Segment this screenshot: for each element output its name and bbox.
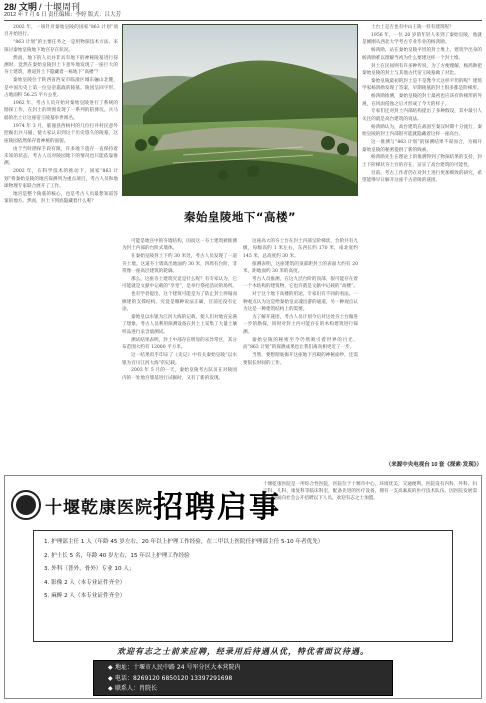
paragraph: 封土在民间则有许多种传说，为了方便理解，杨鸿勋把秦始皇陵的封土与其他古代帝王陵墓做了对比。 xyxy=(362,63,482,76)
page-section: 28/ 文明 xyxy=(4,2,38,12)
paragraph: 土台上是否也有中山王陵一样有建筑呢？ xyxy=(371,25,454,30)
paragraph: 2002 年，在科学技术的推动下，国家“863 计划”将秦始皇陵的地宫探测列为重点项目，考古人员和地球物理专家联合展开了工作。 xyxy=(4,169,118,190)
mausoleum-photo-image xyxy=(123,25,358,196)
paragraph: 这座高大的夯土台在封土内部呈阶梯状，台阶共有九级，每级高约 1 米左右，东西长约 170 米，南北宽约 145 米，总高度约 30 米。 xyxy=(243,239,358,259)
paragraph: 也有学者提出，这个建筑可能是为了防止封土坍塌而修建的支撑结构。究竟是哪种说法正确，目前还没有定论。 xyxy=(122,292,237,313)
paragraph: 1956 年，一位 20 岁的年轻人来到了秦始皇陵，他就是刚刚从西北大学考古专业毕业的杨鸿勋。 xyxy=(362,32,482,46)
paragraph: “863 计划”的主要任务之一是用物探技术方法，来探讨秦始皇陵地下地宫存在状况。 xyxy=(4,40,118,53)
paragraph: 为了解开谜团，考古人员计划今后对这处夯土台做进一步的勘探，同时对封土内可能存在的木构建筑进行探测。 xyxy=(243,315,358,335)
job-item: 5. 麻醉 2 人（本专业证件齐全） xyxy=(44,593,126,599)
header-title xyxy=(4,2,482,12)
job-item: 3. 外科（普外、骨外）专业 10 人； xyxy=(44,566,135,572)
recruitment-ad xyxy=(4,475,482,699)
diamond-bullet-icon: ◆ xyxy=(108,664,113,671)
paragraph: 秦始皇陵最初的封土是不是像今天这样平坦的呢？建筑学家杨鸿勋发现了答案，早期陵墓的封土很多都是阶梯形。 xyxy=(362,78,482,92)
paragraph: 对于这个地下高楼的用途，专家们有不同的看法。一种观点认为这是给秦始皇灵魂出游的通道，另一种观点认为这是一种建筑结构上的需要。 xyxy=(243,292,358,313)
paragraph: 专家们还对封土内部结构提出了多种假设，其中最引人关注的就是高台建筑的说法。 xyxy=(362,109,482,122)
article-byline: （来源中央电视台 10 套《探索·发现》） xyxy=(385,462,482,468)
paragraph: 杨鸿勋推测，秦始皇陵的封土最初也应该有阶梯形的外观，在风雨侵蚀之后才形成了今天的样子。 xyxy=(362,94,482,107)
article-column-3 xyxy=(243,238,358,472)
phone-text: 电话：8269120 6850120 13397291698 xyxy=(115,674,233,682)
paragraph: 地宫是整个陵墓的核心，也是考古人员最想知道答案的地方。然而，封土下到底隐藏着什么呢？ xyxy=(4,191,118,205)
paragraph: 2002 年，一项针对秦始皇陵的国家“863 计划”项目开始进行。 xyxy=(4,25,118,38)
paragraph: 测试结果表明，封土中部存在明显的汞异常区，其分布范围大约有 12000 平方米。 xyxy=(122,337,237,351)
paragraph: 1974 年 3 月，临潼县西杨村的几位打井村民意外挖掘出兵马俑，使大家认识到这个历史悠久的陵墓，这座陵园依然保存着神秘的面貌。 xyxy=(4,123,118,144)
paragraph: 秦始皇陵位于陕西省西安市临潼区城东骊山北麓，是中国历史上第一位皇帝嬴政的陵墓。陵园呈回字形，占地面积 56.25 平方公里。 xyxy=(4,78,118,99)
paragraph: 1962 年，考古人员开始对秦始皇陵进行了系统的勘探工作，在封土的周围发现了一系列的陪葬坑。兵马俑的出土让这座帝王陵墓举世闻名。 xyxy=(4,101,118,121)
paragraph: 由于当时勘探手段有限，许多地下遗存一直保持着未知的状态，考古人员对陵园地下的情况也只能依靠推测。 xyxy=(4,146,118,167)
article-headline: 秦始皇陵地下“高楼” xyxy=(183,210,297,224)
job-item: 4. 影像 2 人（本专业证件齐全） xyxy=(44,579,126,586)
ad-title: 招聘启事 xyxy=(153,490,281,525)
contact-box xyxy=(93,660,393,696)
contact-person xyxy=(108,684,378,695)
section-name: / 十堰周刊 xyxy=(39,2,81,12)
ad-header xyxy=(5,476,481,526)
paragraph: 2003 年 5 月的一天，秦始皇陵考古队员在对陵园内的一处地宫墙基进行试掘时，又有了新的发现。 xyxy=(122,368,237,381)
job-item: 2. 护士长 5 名，年龄 40 岁左右，15 年以上护理工作经验 xyxy=(44,552,190,559)
paragraph: 这一结果似乎印证了《史记》中有关秦始皇陵“以水银为百川江河大海”的记载。 xyxy=(122,353,237,366)
paragraph: 在秦始皇陵封土下约 30 米处，考古人员发现了一道夯土墙。这道夯土墙高出地面约 30 米，四周有台阶，非常像一座高层建筑的轮廓。 xyxy=(122,254,237,275)
ad-slogan: 欢迎有志之士前来应聘，经录用后待遇从优，特优者面议待遇。 xyxy=(117,646,369,656)
contact-phone xyxy=(108,674,378,685)
contact-address xyxy=(108,663,378,674)
paragraph: 探测表明，这座建筑的顶部距封土的表面大约有 20 米，距地面约 30 米的高度。 xyxy=(243,261,358,275)
article-column-2 xyxy=(122,238,237,472)
paragraph: 目前，考古工作者仍在对封土进行更加细致的研究，希望能够早日解开这座千古帝陵的谜团。 xyxy=(362,170,482,184)
paragraph: 考古人员推测，在这九层台阶的顶部，很可能存在着一个木结构的建筑物，它也许就是文献中记载的“高楼”。 xyxy=(243,277,358,290)
address-text: 地址：十堰市人民中路 24 号军分区大本营院内 xyxy=(115,664,241,671)
article-column-1 xyxy=(4,24,118,472)
hospital-logo-icon xyxy=(11,490,41,520)
paragraph: 杨鸿勋先生在理论上的推测得到了物探结果的支持，封土下阶梯状夯土台的存在，证实了高台建筑的可能性。 xyxy=(362,155,482,168)
article-column-4 xyxy=(362,24,482,458)
contact-person-text: 联系人：肖院长 xyxy=(115,685,158,692)
job-item: 1. 护理部主任 1 人（年龄 45 岁左右，20 年以上护理工作经验，在二甲以上医院任护理部主任 5-10 年者优先） xyxy=(44,539,324,545)
diamond-bullet-icon: ◆ xyxy=(108,685,113,692)
hospital-name: 十堰乾康医院 xyxy=(45,498,153,518)
mausoleum-photo xyxy=(122,24,358,196)
paragraph: 那么，这座夯土建筑究竟是什么呢？有专家认为，它可能就是文献中记载的“享堂”，是举行祭祀活动的场所。 xyxy=(122,277,237,290)
date-line: 2012 年 7 月 6 日 责任编辑：李婷 版式：吕大芳 xyxy=(4,12,122,18)
paragraph: 当然，要想彻底揭开这座地下宫殿的神秘面纱，还需要很长时间的工作。 xyxy=(243,353,358,366)
paragraph: 秦始皇以水银为江河大海的记载，使人们对地宫充满了想象。考古人员利用探测设备在封土上采集了大量土壤样品进行汞含量测试。 xyxy=(122,315,237,335)
paragraph: 这一推测与“863 计划”的探测结果不谋而合，为揭开秦始皇陵的秘密提供了新的线索。 xyxy=(362,140,482,153)
ad-intro: 十堰乾康医院是一所综合性医院，医院位于十堰市中心，环境优美，交通便利。医院设有内科、外科、妇产科、儿科、康复科等临床科室，配备先进的医疗设备，拥有一支高素质的医疗技术队伍。因医院发展需要，现面向社会公开招聘以下人员，欢迎有志之士加盟。 xyxy=(263,482,477,501)
paragraph: 可能是地宫中的夯墙结构，因而这一夯土建筑被推测为封土内部的台阶式墙体。 xyxy=(122,239,237,252)
diamond-bullet-icon: ◆ xyxy=(108,674,113,682)
page-header xyxy=(4,2,482,20)
job-list xyxy=(33,530,453,642)
paragraph: 然而，地下的人员并非具有地下的神秘陵墓进行探测时，竟然在秦始皇陵封土下意外地发现了一座巨大的夯土建筑，难道封土下隐藏着一栋地下“高楼”？ xyxy=(4,55,118,76)
paragraph: 杨鸿勋，站在秦始皇陵平坦的封土堆上，建筑学出身的杨鸿勋难以理解当初为什么要建这样一个封土堆。 xyxy=(362,48,482,61)
header-divider xyxy=(4,20,482,21)
paragraph: 秦始皇陵的秘密至今仍然吸引着世界的目光，而“863 计划”的探测成果也让我们离真相更近了一步。 xyxy=(243,337,358,351)
paragraph: 杨鸿勋认为，高台建筑在战国至秦汉时期十分流行，秦始皇陵的封土内部很可能就隐藏着这样一座高台。 xyxy=(362,124,482,138)
